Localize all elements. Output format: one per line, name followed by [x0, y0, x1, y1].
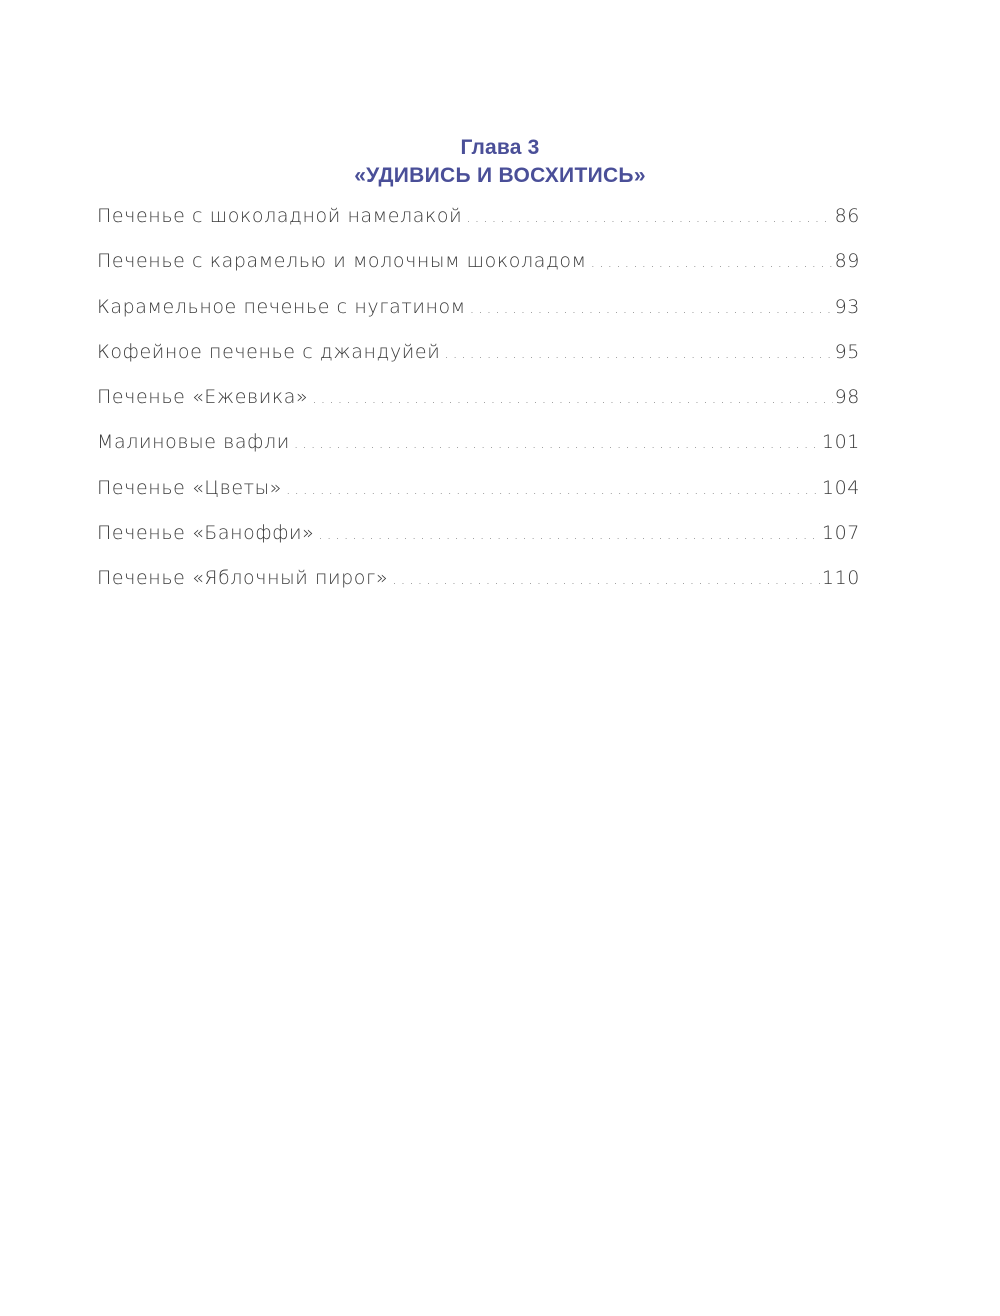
toc-entry-title: Печенье «Баноффи»: [97, 522, 315, 545]
toc-entry: [97, 296, 860, 341]
toc-entry: [97, 477, 860, 522]
toc-entry-page: 95: [834, 340, 860, 363]
toc-dot-leader: [294, 436, 820, 452]
toc-entry-page: 98: [834, 386, 860, 409]
toc-entry: [97, 431, 860, 476]
toc-dot-leader: [392, 572, 820, 588]
toc-dot-leader: [470, 301, 833, 317]
toc-entry-page: 86: [834, 205, 860, 227]
toc-entry-title: Печенье «Ежевика»: [97, 386, 309, 409]
toc-entry-title: Печенье с шоколадной намелакой: [97, 205, 463, 227]
toc-entry: [97, 250, 860, 295]
toc-entry-title: Печенье «Яблочный пирог»: [97, 567, 389, 590]
toc-entry-page: 93: [834, 295, 860, 318]
toc-entry-page: 107: [821, 522, 860, 545]
chapter-header: [0, 134, 1000, 190]
chapter-title: «УДИВИСЬ И ВОСХИТИСЬ»: [354, 164, 646, 187]
toc-entry-page: 104: [821, 476, 860, 499]
toc-entry-page: 101: [821, 431, 860, 454]
toc-dot-leader: [444, 346, 832, 362]
toc-dot-leader: [312, 391, 832, 407]
toc-entry: [97, 522, 860, 567]
toc-entry: [97, 567, 860, 612]
toc-entry-title: Печенье с карамелью и молочным шоколадом: [97, 250, 587, 273]
table-of-contents: [97, 205, 860, 613]
toc-dot-leader: [318, 527, 820, 543]
toc-entry-title: Малиновые вафли: [97, 431, 290, 454]
toc-dot-leader: [466, 210, 832, 226]
toc-entry-title: Карамельное печенье с нугатином: [97, 295, 466, 318]
toc-entry: [97, 386, 860, 431]
toc-entry-title: Печенье «Цветы»: [97, 476, 283, 499]
toc-entry: [97, 341, 860, 386]
toc-entry-title: Кофейное печенье с джандуйей: [97, 340, 441, 363]
toc-entry-page: 89: [834, 250, 860, 273]
toc-entry-page: 110: [821, 567, 860, 590]
toc-entry: [97, 205, 860, 250]
toc-dot-leader: [286, 482, 820, 498]
chapter-number: Глава 3: [460, 136, 540, 159]
toc-dot-leader: [591, 255, 833, 271]
